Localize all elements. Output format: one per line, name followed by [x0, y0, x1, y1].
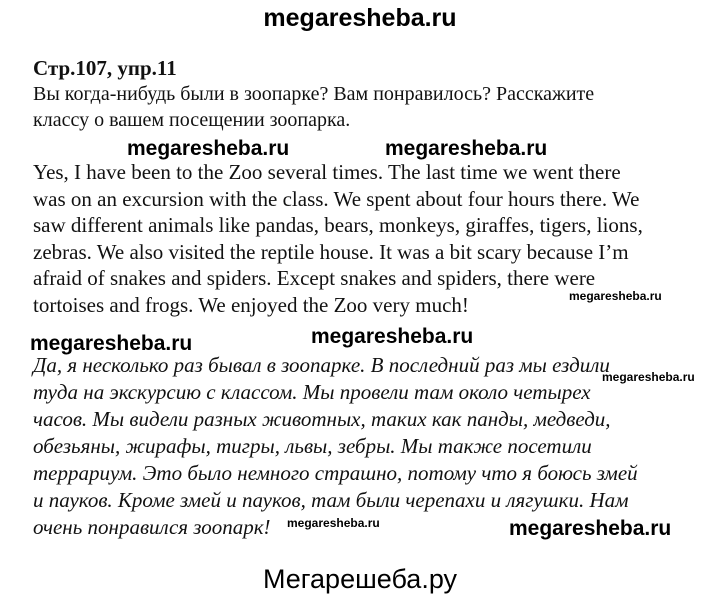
exercise-question [33, 81, 720, 133]
answer-ru-line: Да, я несколько раз бывал в зоопарке. В последний раз мы ездили [33, 353, 610, 377]
answer-en-line: was on an excursion with the class. We spent about four hours there. We [33, 186, 640, 211]
watermark-small-1: megaresheba.ru [569, 289, 662, 303]
question-line: классу о вашем посещении зоопарка. [33, 109, 351, 131]
watermark-bottom: Мегарешеба.ру [262, 564, 458, 594]
answer-en-line: Yes, I have been to the Zoo several times. The last time we went there [33, 160, 621, 184]
watermark-middle3-right: megaresheba.ru [509, 517, 672, 540]
watermark-middle2-left: megaresheba.ru [30, 332, 193, 355]
answer-ru-line: и пауков. Кроме змей и пауков, там были черепахи и лягушки. Нам [33, 488, 629, 512]
answer-ru-line: очень понравился зоопарк! [33, 515, 271, 539]
answer-ru-line: обезьяны, жирафы, тигры, львы, зебры. Мы также посетили [33, 434, 592, 458]
answer-ru-line: террариум. Это было немного страшно, потому что я боюсь змей [33, 461, 638, 485]
watermark-small-3: megaresheba.ru [287, 516, 380, 530]
answer-en-line: saw different animals like pandas, bears, monkeys, giraffes, tigers, lions, [33, 213, 643, 237]
watermark-top: megaresheba.ru [263, 4, 457, 32]
answer-en-line: afraid of snakes and spiders. Except snakes and spiders, there were [33, 266, 596, 290]
answer-ru-line: часов. Мы видели разных животных, таких как панды, медведи, [33, 407, 611, 431]
answer-en-line: tortoises and frogs. We enjoyed the Zoo very much! [33, 292, 469, 317]
answer-russian [33, 352, 638, 541]
exercise-heading: Стр.107, упр.11 [33, 56, 177, 80]
watermark-middle2-right: megaresheba.ru [311, 325, 474, 348]
question-line: Вы когда-нибудь были в зоопарке? Вам понравилось? Расскажите [33, 83, 595, 105]
watermark-middle-left: megaresheba.ru [127, 137, 290, 160]
answer-en-line: zebras. We also visited the reptile house. It was a bit scary because I’m [33, 239, 629, 264]
watermark-small-2: megaresheba.ru [602, 370, 695, 384]
answer-ru-line: туда на экскурсию с классом. Мы провели там около четырех [33, 380, 591, 404]
watermark-middle-right: megaresheba.ru [385, 137, 548, 160]
answer-english [33, 159, 643, 318]
